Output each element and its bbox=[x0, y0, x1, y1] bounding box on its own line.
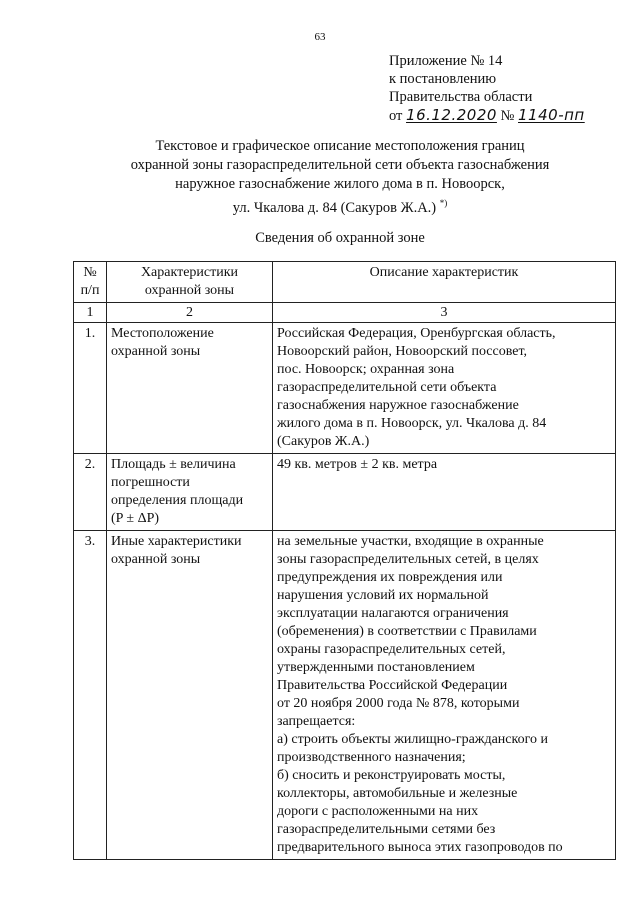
description-line: пос. Новоорск; охранная зона bbox=[277, 362, 455, 377]
appendix-line-2: к постановлению bbox=[389, 71, 497, 87]
characteristic-line: определения площади bbox=[111, 493, 244, 508]
row-characteristic bbox=[107, 323, 273, 454]
description-line: охраны газораспределительных сетей, bbox=[277, 642, 506, 657]
column-number-row bbox=[74, 303, 616, 323]
description-line: нарушения условий их нормальной bbox=[277, 588, 489, 603]
row-description bbox=[273, 323, 616, 454]
handwritten-date: 16.12.2020 bbox=[406, 106, 497, 124]
description-line: (обременения) в соответствии с Правилами bbox=[277, 624, 537, 639]
description-line: газоснабжения наружное газоснабжение bbox=[277, 398, 519, 413]
description-line: дороги с расположенными на них bbox=[277, 804, 479, 819]
description-line: б) сносить и реконструировать мосты, bbox=[277, 768, 506, 783]
row-number: 2. bbox=[74, 454, 107, 531]
description-line: 49 кв. метров ± 2 кв. метра bbox=[277, 457, 438, 472]
column-number: 3 bbox=[273, 303, 616, 323]
title-line-2: охранной зоны газораспределительной сети объекта газоснабжения bbox=[130, 157, 550, 173]
description-line: Российская Федерация, Оренбургская область, bbox=[277, 326, 556, 341]
description-line: Правительства Российской Федерации bbox=[277, 678, 508, 693]
description-line: Новоорский район, Новоорский поссовет, bbox=[277, 344, 528, 359]
description-line: запрещается: bbox=[277, 714, 356, 729]
characteristic-line: охранной зоны bbox=[111, 552, 201, 567]
description-line: зоны газораспределительных сетей, в целях bbox=[277, 552, 539, 567]
characteristic-line: (P ± ΔP) bbox=[111, 511, 160, 526]
footnote-mark: *) bbox=[439, 198, 448, 208]
characteristic-line: Местоположение bbox=[111, 326, 214, 341]
description-line: предупреждения их повреждения или bbox=[277, 570, 503, 585]
row-characteristic bbox=[107, 454, 273, 531]
title-line-3: наружное газоснабжение жилого дома в п. Новоорск, bbox=[175, 176, 505, 192]
header-num: № п/п bbox=[74, 262, 107, 303]
description-line: газораспределительной сети объекта bbox=[277, 380, 497, 395]
description-line: эксплуатации налагаются ограничения bbox=[277, 606, 509, 621]
characteristic-line: Иные характеристики bbox=[111, 534, 242, 549]
description-line: на земельные участки, входящие в охранные bbox=[277, 534, 544, 549]
header-description: Описание характеристик bbox=[273, 262, 616, 303]
title-line-4-text: ул. Чкалова д. 84 (Сакуров Ж.А.) bbox=[232, 199, 437, 216]
title-line-4 bbox=[60, 194, 620, 218]
appendix-date-line bbox=[389, 106, 629, 125]
table-row bbox=[74, 531, 616, 860]
appendix-line-3: Правительства области bbox=[389, 89, 533, 105]
document-title bbox=[60, 137, 620, 218]
description-line: жилого дома в п. Новоорск, ул. Чкалова д. 84 bbox=[277, 416, 547, 431]
description-line: (Сакуров Ж.А.) bbox=[277, 434, 370, 449]
table-row bbox=[74, 454, 616, 531]
number-sign: № bbox=[500, 108, 515, 124]
table-header-row bbox=[74, 262, 616, 303]
description-line: производственного назначения; bbox=[277, 750, 466, 765]
description-line: утвержденными постановлением bbox=[277, 660, 475, 675]
row-description bbox=[273, 531, 616, 860]
section-title: Сведения об охранной зоне bbox=[255, 230, 425, 246]
table-row bbox=[74, 323, 616, 454]
row-characteristic bbox=[107, 531, 273, 860]
header-characteristic: Характеристики охранной зоны bbox=[107, 262, 273, 303]
characteristic-line: погрешности bbox=[111, 475, 190, 490]
characteristic-line: Площадь ± величина bbox=[111, 457, 236, 472]
row-description bbox=[273, 454, 616, 531]
description-line: от 20 ноября 2000 года № 878, которыми bbox=[277, 696, 520, 711]
handwritten-doc-number: 1140-пп bbox=[518, 106, 585, 124]
description-line: газораспределительными сетями без bbox=[277, 822, 496, 837]
page-number: 63 bbox=[314, 31, 326, 43]
column-number: 2 bbox=[107, 303, 273, 323]
table-body bbox=[74, 323, 616, 860]
appendix-block bbox=[389, 52, 629, 125]
row-number: 3. bbox=[74, 531, 107, 860]
from-label: от bbox=[389, 108, 403, 124]
description-line: предварительного выноса этих газопроводов по bbox=[277, 840, 563, 855]
row-number: 1. bbox=[74, 323, 107, 454]
appendix-line-1: Приложение № 14 bbox=[389, 53, 503, 69]
characteristic-line: охранной зоны bbox=[111, 344, 201, 359]
description-line: коллекторы, автомобильные и железные bbox=[277, 786, 518, 801]
title-line-1: Текстовое и графическое описание местоположения границ bbox=[155, 138, 525, 154]
column-number: 1 bbox=[74, 303, 107, 323]
protection-zone-table bbox=[73, 261, 616, 860]
description-line: а) строить объекты жилищно-гражданского и bbox=[277, 732, 548, 747]
